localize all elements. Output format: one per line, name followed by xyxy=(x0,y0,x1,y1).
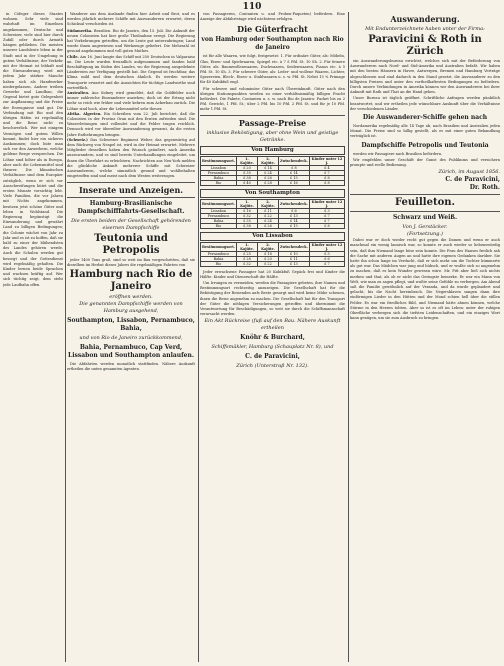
news-section xyxy=(67,91,195,112)
section-title: (Schweiz.) xyxy=(67,137,88,142)
story-title: Schwarz und Weiß. xyxy=(392,214,458,222)
cell: £ 11 xyxy=(257,208,278,213)
cell: £ 15 xyxy=(278,223,309,228)
cargo-route: von Hamburg oder Southampton nach Rio de Janeiro xyxy=(201,36,344,52)
cell: Rio xyxy=(201,261,237,266)
cell: £ 7 xyxy=(309,213,344,218)
col-header: Kinder unter 12 J. xyxy=(309,156,344,165)
story-continuation: (Fortsetzung.) xyxy=(407,231,443,238)
divider xyxy=(67,182,195,183)
cell: £ 14 xyxy=(278,170,309,175)
agent-name: Knöhr & Burchard, xyxy=(240,334,305,342)
cell: £ 8 xyxy=(309,180,344,185)
cell: £ 6 xyxy=(278,208,309,213)
body-text: in Cöfeger dieses Staates wohnen. Sehr viele sind wahrhaft im Einzelnen angekommen, Deutsche und Schweizer, viele sind hier durch Zufall oder durch Armuth hängen geblieben. Die meisten unserer Landsleute leben in der Stadt und in der Umgebung in gutem Verhältnisse; der Verkehr mit der Heimat ist lebhaft und die Einwanderung wird mit jedem Jahr stärker. Manche haben sich als Handwerker niedergelassen, Andere treiben Gewerbe und Landbau; die Gegend bietet gute Gelegenheit zur Anpflanzung und die Preise der Erzeugnisse sind gut. Die Verbindung mit Rio und den übrigen Häfen ist regelmäßig und die Reise nicht zu beschwerlich. Wer mit einigem Vermögen und gutem Willen kommt, findet hier ein sicheres Auskommen; doch hüte man sich vor den Anwerbern, welche goldene Berge versprechen. Die Löhne sind höher als in Europa, aber auch die Lebensmittel sind theurer. Die klimatischen Verhältnisse sind dem Europäer zuträglich, wenn er sich vor Ausschweifungen hütet und die ersten Monate vorsichtig lebt. Viele Familien, die vor Jahren mit Nichts angekommen, besitzen jetzt schöne Güter und leben in Wohlstand. Die Regierung begünstigt die Einwanderung und gewährt Land zu billigen Bedingungen; die Colonie wächst von Jahr zu Jahr und es ist zu hoffen, daß sie bald zu einer der blühendsten des Landes gehören werde. Auch die Schulen werden gut besorgt und der Gottesdienst wird regelmäßig gehalten. Die Kinder lernen beide Sprachen und wachsen kräftig auf. Wer sich tüchtig zeigt, dem steht jede Laufbahn offen. xyxy=(3,12,63,287)
ship-line: Dampfschiffe Petropolis und Teutonia xyxy=(361,141,489,149)
cell: Bahia xyxy=(201,256,237,261)
cell: £ 8 xyxy=(309,223,344,228)
cell: £ 32 xyxy=(236,261,257,266)
cell: £ 20 xyxy=(257,256,278,261)
table-row xyxy=(201,223,345,228)
section-text: Brasilien. Rio de Janeiro, den 15. Juli. Die Ankunft der neuen Colonisten hat hier große Theilnahme erregt. Die Regierung hat Vorkehrungen getroffen, um die Leute gut unterzubringen; Land wurde ihnen angewiesen und Werkzeuge geliefert. Die Mehrzahl ist gesund angekommen und voll guten Muthes. xyxy=(67,28,195,54)
firm-name: Paravicini & Roth in Zürich xyxy=(368,34,482,57)
col-header: Zwischendeck. xyxy=(278,199,309,208)
schedule-text: jeder 1400 Tons groß, sind so weit im Bau vorgeschritten, daß sie dieselben im Herbst dieses Jahres die regelmäßigen Fahrten von xyxy=(67,257,195,267)
cell: Bahia xyxy=(201,175,237,180)
cell: £ 25 xyxy=(236,251,257,256)
place-date: Zürich, im August 1856. xyxy=(438,169,500,176)
col-header: 1. Kajüte. xyxy=(236,156,257,165)
cell: £ 28 xyxy=(236,256,257,261)
cell: Pernambuco xyxy=(201,170,237,175)
news-section xyxy=(67,112,195,138)
price-table-lisbon xyxy=(200,242,345,267)
section-text: Aus Sidney wird gemeldet, daß die Goldfelder noch immer zahlreiche Einwanderer anziehen; doch ist der Ertrag nicht mehr so reich wie früher und viele kehren zum Ackerbau zurück. Die Löhne sind hoch, aber die Lebensmittel sehr theuer. xyxy=(67,91,195,111)
table-row xyxy=(201,261,345,266)
divider xyxy=(350,194,500,195)
signature: Dr. Roth. xyxy=(469,184,500,192)
section-text: Ein Schreiben vom 22. Juli berichtet, daß die Colonisten in der Provinz Oran mit den Ernten zufrieden sind. Die Wasserleitungen sind vollendet und die Felder tragen reichlich. Dennoch wird vor übereilter Auswanderung gewarnt, da die ersten Jahre Entbehrungen bringen. xyxy=(67,111,195,137)
ports-list-return: Bahia, Pernambuco, Cap Verd, Lissabon und Southampton anlaufen. xyxy=(68,343,194,359)
section-title: Australien. xyxy=(67,91,90,96)
emigration-heading: Auswanderung. xyxy=(390,14,460,24)
cell: Pernambuco xyxy=(201,251,237,256)
company-intro: Die ersten beiden der Gesellschaft gehörenden eisernen Dampfschiffe xyxy=(71,217,191,231)
agent-address: Schiffsmäkler, Hamburg (Schauplatz Nr. 8), und xyxy=(211,344,334,351)
cargo-text: ist für alle Waaren, wie folgt, festgesetzt: 1. Für ordinäre Güter, als: Möbeln, Glas, Eisen- und Spielwaaren, Spiegel etc. à 7 £ Pfd. St. 10 Sh. 2. Für feinere Güter, als: Baumwollenwaaren, Duchwaaren, Seidenwaaren, Pianos etc. à 5 Pfd. St. 10 Sh. 3. Für schwere Güter, als: Leder- und wollene Waaren, Lichter, Spezereien, Blech-, Eisen- u. Stahlwaaren u. s. w. Pfd. St. Nebst 15 % Primage für 40 Kubikfuß engl. xyxy=(200,54,345,85)
story-author: Von J. Gerstäcker. xyxy=(402,224,448,231)
schedule-text: Nordamerika regelmäßig alle 14 Tage ab, nach Brasilien und Australien jeden Monat. Die Preise sind so billig gestellt, als es mit einer guten Behandlung verträglich ist. xyxy=(350,124,500,139)
agents-intro: Ein Akt Rückreise (fuß auf den Bau. Nähere Auskunft ertheilen xyxy=(204,318,341,332)
table-title-southampton: Von Southampton xyxy=(200,189,345,198)
section-text: Am 16. Juni langte das Schiff mit 250 Deutschen in Valparaiso an. Die Leute wurden freundlich aufgenommen und fanden bald Beschäftigung im Süden des Landes, wo die Regierung ausgedehnte Ländereien zur Verfügung gestellt hat. Die Gegend ist fruchtbar, das Klima mild und dem deutschen ähnlich. Es werden weitere Transporte erwartet und die Aussichten für tüchtige Landwirthe sind vortrefflich. xyxy=(67,54,195,90)
cell: £ 5 xyxy=(309,251,344,256)
ports-intro: Die genannten Dampfschiffe werden von Hamburg ausgehend, xyxy=(79,300,183,314)
company-title: Hamburg-Brasilianische Dampfschifffahrts-Gesellschaft. xyxy=(77,199,185,215)
col-header: 1. Kajüte. xyxy=(236,199,257,208)
divider xyxy=(350,211,500,212)
cell: £ 16 xyxy=(278,180,309,185)
closing-text: Wir empfehlen unser Geschäft der Gunst des Publikums und versichern prompte und reelle Bedienung. xyxy=(350,157,500,168)
cell: £ 4 xyxy=(309,165,344,170)
cell: £ 20 xyxy=(236,165,257,170)
cell: £ 18 xyxy=(257,251,278,256)
col-header: 2. Kajüte. xyxy=(257,156,278,165)
col-header: Kinder unter 12 J. xyxy=(309,242,344,251)
ship-text: werden wir Passagiere nach Brasilien befördern. xyxy=(353,151,443,156)
news-section xyxy=(67,138,195,180)
col-header: 2. Kajüte. xyxy=(257,199,278,208)
column-rule xyxy=(65,12,66,662)
ports-list: Southampton, Lissabon, Pernambuco, Bahia, xyxy=(67,316,195,332)
ports-return: und von Rio de Janeiro zurückkommend, xyxy=(79,334,183,341)
cell: Rio xyxy=(201,180,237,185)
cell: £ 35 xyxy=(236,170,257,175)
price-table-southampton xyxy=(200,199,345,229)
column-1 xyxy=(3,12,63,662)
cell: £ 32 xyxy=(236,213,257,218)
cell: £ 26 xyxy=(257,223,278,228)
cargo-heading: Die Güterfracht xyxy=(237,24,308,35)
route-heading: Hamburg nach Rio de Janeiro xyxy=(69,268,193,292)
cell: Lissabon xyxy=(201,208,237,213)
cell: £ 40 xyxy=(236,180,257,185)
table-title-hamburg: Von Hamburg xyxy=(200,146,345,155)
col-header: Bestimmungsort. xyxy=(201,242,237,251)
cell: £ 10 xyxy=(278,251,309,256)
schedule-heading: Die Auswanderer-Schiffe gehen nach xyxy=(362,114,488,122)
divider xyxy=(200,115,345,116)
cell: £ 15 xyxy=(278,175,309,180)
rules-text: Um Irrungen zu vermeiden, werden die Passagiere gebeten, ihre Namen und Bestimmungsort rechtzeitig anzuzeigen. Die Gesellschaft hat für die Beköstigung der Reisenden aufs Beste gesorgt und wird keine Mühe scheuen, ihnen die Reise angenehm zu machen. Die Gesellschaft hat für den Transport der Güter die nöthigen Versicherungen getroffen und übernimmt die Verantwortung für Beschädigungen, so weit sie durch die Schiffsmannschaft verursacht werden. xyxy=(200,281,345,317)
cell: £ 35 xyxy=(236,218,257,223)
section-text: Das Schweizer Regiment Weber, das gegenwärtig auf dem Rückweg von Neapel ist, wird in der Heimat erwartet. Mehrere Mitglieder desselben haben den Wunsch geäußert, nach Amerika auszuwandern, und es sind bereits Unterhandlungen eingeleitet, um ihnen die Überfahrt zu erleichtern. Nachrichten aus Neu-York melden die glückliche Ankunft mehrerer Schiffe mit Schweizer Auswanderern, welche sämmtlich gesund und wohlbehalten eingetroffen sind und meist nach dem Westen weiterzogen. xyxy=(67,137,195,179)
column-rule xyxy=(348,12,349,662)
cell: £ 13 xyxy=(278,261,309,266)
column-3 xyxy=(200,12,345,662)
col-header: Zwischendeck. xyxy=(278,242,309,251)
cell: £ 3 xyxy=(309,208,344,213)
firm-text: ein Auswanderungsbureau errichtet, welches sich mit der Beförderung von Auswanderern nach Nord- und Süd-Amerika und Australien befaßt. Wir haben mit den besten Häusern in Havre, Antwerpen, Bremen und Hamburg Verträge abgeschlossen und sind dadurch in den Stand gesetzt, die Auswanderer zu den billigsten Preisen und unter den vortheilhaftesten Bedingungen zu befördern. Durch unsere Verbindungen in Amerika können wir den Auswanderern bei ihrer Ankunft mit Rath und That an die Hand gehen. xyxy=(350,59,500,95)
column-2 xyxy=(67,12,195,662)
cell: £ 22 xyxy=(257,261,278,266)
cell: £ 7 xyxy=(309,170,344,175)
agent-name: C. de Paravicini, xyxy=(245,353,300,361)
page-number: 110 xyxy=(242,2,262,12)
prices-subheading: inklusive Beköstigung, aber ohne Wein und geistige Getränke. xyxy=(206,129,339,143)
story-text: Dabei war er doch wieder recht gut gegen die Damen und wenn er auch manchmal ein wenig launisch war, so konnte er auch wieder so liebenswürdig sein, daß ihm Niemand lange böse sein konnte. Die Frau des Hauses freilich sah die Sache mit anderen Augen an und hatte ihre eigenen Gedanken darüber. Sie hatte ihn schon lange im Verdacht, daß er sich mehr um die Tochter kümmerte als gut war. Das Mädchen war jung und hübsch, und er wußte sich so angenehm zu machen, daß es kein Wunder gewesen wäre. Mr. Pitt aber ließ sich nichts merken und that, als ob er nicht das Geringste bemerke. Er war ein Mann von Welt, wie man zu sagen pflegt, und wußte seine Gefühle zu verbergen. Am Abend saß die Familie gewöhnlich auf der Veranda, und da wurde geplaudert und gelacht, bis die Nacht hereinbrach. Die Negersklaven sangen dann ihre einförmigen Lieder in den Hütten und der Mond schien hell über die stillen Felder. Es war ein friedliches Bild, und Niemand hätte ahnen können, welche Stürme in den Herzen tobten. Aber so ist es oft im Leben: unter der ruhigen Oberfläche verbergen sich die tiefsten Leidenschaften, und ein einziges Wort kann genügen, um sie zum Ausbruch zu bringen. xyxy=(350,238,500,321)
news-section xyxy=(67,55,195,91)
section-title: Südamerika. xyxy=(67,28,93,33)
cell: £ 8 xyxy=(278,165,309,170)
feuilleton-heading: Feuilleton. xyxy=(395,197,455,209)
ship-names: Teutonia und Petropolis xyxy=(94,232,168,256)
intro-text: Wanderer aus dem Auslande finden hier Arbeit und Brot, und es werden jährlich mehrere Schiffe mit Auswanderern erwartet, deren Schicksal verschieden ist. xyxy=(67,12,195,27)
emigration-intro: Mit Endunterzeichnete haben unter der Firma: xyxy=(365,26,485,32)
cell: Bahia xyxy=(201,218,237,223)
cell: £ 14 xyxy=(278,218,309,223)
cargo-note: Für schwere und voluminöse Güter nach Übereinkunft. Güter nach den übrigen Stationspunkten werden zu einer verhältnismäßig billigen Fracht befördert. Die Pakete, Contanten u. s. w. nach Rio de Janeiro: Packet bis zu 2 Pfd. Gewicht, 1 Pfd. St.; über 2 Pfd. bis 10 Pfd. 2 Pfd. St. und für je 10 Pfd. mehr 1 Pfd. St. xyxy=(200,86,345,112)
col-header: Kinder unter 12 J. xyxy=(309,199,344,208)
col-header: Bestimmungsort. xyxy=(201,156,237,165)
baggage-text: Jeder erwachsene Passagier hat 20 Kubikfuß Gepäck frei und Kinder die Hälfte. Kinder und Dienerschaft die Hälfte. xyxy=(200,269,345,279)
signature: C. de Paravicini, xyxy=(445,176,500,184)
column-4 xyxy=(350,12,500,662)
col-header: 2. Kajüte. xyxy=(257,242,278,251)
cell: £ 13 xyxy=(278,213,309,218)
continued-text: von Passagieren, Contanten u. und Proben-Paqueten) befördern. Eine Anzeige der Abfahrtstage wird nächstens erfolgen. xyxy=(200,12,345,22)
footer-text: Die Abfahrten werden monatlich stattfinden. Nähere Auskunft ertheilen die unten genannten Agenten. xyxy=(67,361,195,372)
cell: Pernambuco xyxy=(201,213,237,218)
cell: £ 24 xyxy=(257,170,278,175)
route-note: eröffnen werden. xyxy=(109,293,153,300)
cell: £ 7 xyxy=(309,261,344,266)
cell: £ 16 xyxy=(236,208,257,213)
news-section xyxy=(67,29,195,55)
agent-address: Zürich (Unterstraß Nr. 132). xyxy=(236,363,309,370)
table-title-lisbon: Von Lissabon xyxy=(200,232,345,241)
notice-text: Unser Bureau ist täglich geöffnet. Schriftliche Anfragen werden pünktlich beantwortet, und wir ertheilen jede wünschbare Auskunft über die Verhältnisse der verschiedenen Länder. xyxy=(350,96,500,111)
cell: £ 7 xyxy=(309,218,344,223)
cell: £ 38 xyxy=(236,223,257,228)
col-header: 1. Kajüte. xyxy=(236,242,257,251)
cell: Rio xyxy=(201,223,237,228)
cell: £ 11 xyxy=(278,256,309,261)
cell: £ 8 xyxy=(309,175,344,180)
cell: £ 14 xyxy=(257,165,278,170)
prices-heading: Passage-Preise xyxy=(238,117,307,128)
cell: £ 38 xyxy=(236,175,257,180)
section-title: Chile. xyxy=(67,54,79,59)
cell: £ 28 xyxy=(257,180,278,185)
cell: £ 6 xyxy=(309,256,344,261)
col-header: Zwischendeck. xyxy=(278,156,309,165)
divider xyxy=(67,197,195,198)
cell: £ 24 xyxy=(257,218,278,223)
cell: £ 26 xyxy=(257,175,278,180)
cell: Lissabon xyxy=(201,165,237,170)
col-header: Bestimmungsort. xyxy=(201,199,237,208)
column-rule xyxy=(198,12,199,662)
price-table-hamburg xyxy=(200,156,345,186)
cell: £ 22 xyxy=(257,213,278,218)
table-row xyxy=(201,180,345,185)
ads-heading: Inserate und Anzeigen. xyxy=(78,184,184,195)
section-title: Afrika. Algerien. xyxy=(67,111,102,116)
